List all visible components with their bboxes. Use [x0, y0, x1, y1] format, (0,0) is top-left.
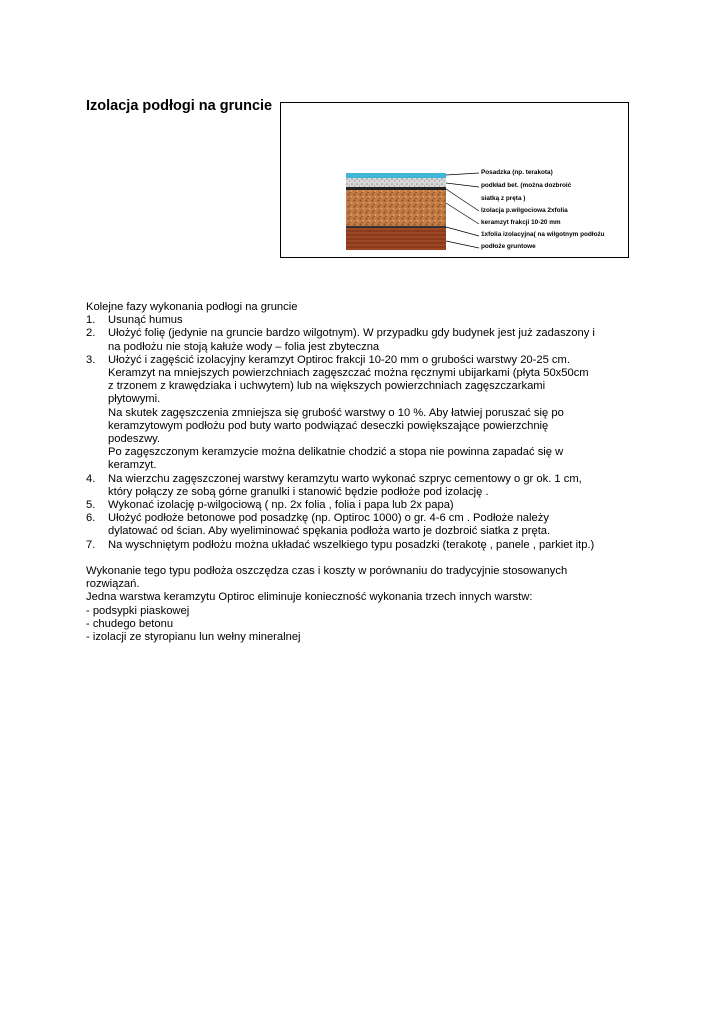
step-item: 7. Na wyschniętym podłożu można układać wszelkiego typu posadzki (terakotę , panele , parkiet itp.)	[86, 538, 595, 551]
moisture-insulation-layer	[346, 187, 446, 190]
page-title: Izolacja podłogi na gruncie	[86, 98, 273, 114]
conclusion-list-item: - podsypki piaskowej	[86, 604, 190, 617]
steps-list	[86, 314, 646, 552]
tile-layer	[346, 173, 446, 178]
concrete-layer	[346, 178, 446, 187]
document-body	[86, 301, 646, 644]
label-keramzyt: keramzyt frakcji 10-20 mm	[481, 219, 561, 226]
conclusion-line: Wykonanie tego typu podłoża oszczędza czas i koszty w porównaniu do tradycyjnie stosowanych	[86, 565, 568, 578]
floor-layers-figure	[280, 102, 629, 258]
conclusion-line: Jedna warstwa keramzytu Optiroc eliminuje konieczność wykonania trzech innych warstw:	[86, 591, 533, 604]
steps-intro: Kolejne fazy wykonania podłogi na gruncie	[86, 301, 298, 313]
step-item: 4. Na wierzchu zagęszczonej warstwy keramzytu warto wykonać szpryc cementowy o gr ok. 1 cm, który połączy ze sobą górne granulki i stanowić będzie podłoże pod izolację .	[86, 472, 582, 498]
step-item: 5. Wykonać izolację p-wilgociową ( np. 2x folia , folia i papa lub 2x papa)	[86, 499, 454, 512]
conclusion-list-item: - chudego betonu	[86, 617, 174, 630]
step-item: 1. Usunąć humus	[86, 314, 183, 327]
soil-layer	[346, 228, 446, 250]
label-foil: 1xfolia izolacyjna( na wilgotnym podłożu	[481, 231, 605, 238]
label-concrete: podkład bet. (można dozbroić	[481, 182, 572, 189]
label-soil: podłoże gruntowe	[481, 243, 536, 250]
step-item: 2. Ułożyć folię (jedynie na gruncie bardzo wilgotnym). W przypadku gdy budynek jest już zadaszony i na podłożu nie stoją kałuże wody – folia jest zbyteczna	[86, 327, 595, 353]
label-concrete-mesh: siatką z pręta )	[481, 195, 526, 202]
step-item: 6. Ułożyć podłoże betonowe pod posadzkę (np. Optiroc 1000) o gr. 4-6 cm . Podłoże należy dylatować od ścian. Aby wyeliminować spękania podłoża warto je dozbroić siatka z pręta.	[86, 512, 551, 538]
keramzyt-layer	[346, 190, 446, 226]
conclusion-list-item: - izolacji ze styropianu lun wełny mineralnej	[86, 631, 301, 644]
foil-layer	[346, 226, 446, 228]
label-moisture-insulation: Izolacja p.wilgociowa 2xfolia	[481, 207, 568, 214]
conclusion-line: rozwiązań.	[86, 578, 140, 591]
label-tile: Posadzka (np. terakota)	[481, 169, 553, 176]
step-item: 3. Ułożyć i zagęścić izolacyjny keramzyt Optiroc frakcji 10-20 mm o grubości warstwy 20-25 cm. Keramzyt na mniejszych powierzchniach zagęszczać można ręcznymi ubijarkami (płyta 50x50cm z trzonem z krawędziaka i uchwytem) lub na większych powierzchniach zagęszczarkami płytowymi. Na skutek zagęszczenia zmniejsza się grubość warstwy o 10 %. Aby łatwiej poruszać się po keramzytowym podłożu pod buty warto podwiązać deseczki powiększające powierzchnię podeszwy. Po zagęszczonym keramzycie można delikatnie chodzić a stopa nie powinna zapadać się w keramzyt.	[86, 353, 589, 472]
leader-lines	[446, 173, 479, 248]
